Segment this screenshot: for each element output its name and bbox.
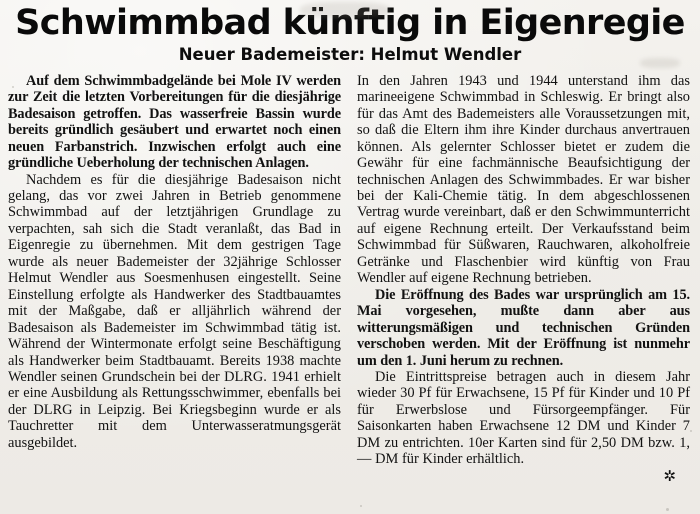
scan-speck <box>360 505 362 507</box>
article-end-mark-icon: ✲ <box>663 466 676 485</box>
paragraph: Nachdem es für die diesjährige Badesaison nicht gelang, das vor zwei Jahren in Betrieb genommene Schwimmbad auf der letztjährigen Grundlage zu verpachten, sah sich die Stadt veranlaßt, das Bad in Eigenregie zu übernehmen. Mit dem gestrigen Tage wurde als neuer Bademeister der 32jährige Schlosser Helmut Wendler aus Soesmenhusen eingestellt. Seine Einstellung erfolgte als Handwerker des Stadtbauamtes mit der Maßgabe, daß er alljährlich während der Badesaison als Bademeister im Schwimmbad tätig ist. Während der Wintermonate erfolgt seine Beschäftigung als Handwerker beim Stadtbauamt. Bereits 1938 machte Wendler seinen Grundschein bei der DLRG. 1941 erhielt er eine Ausbildung als Rettungsschwimmer, ebenfalls bei der DLRG in Leipzig. Bei Kriegsbeginn wurde er als Tauchretter mit dem Unterwasseratmungsgerät ausgebildet. <box>8 171 341 451</box>
paragraph: Auf dem Schwimmbadgelände bei Mole IV werden zur Zeit die letzten Vorbereitungen für die diesjährige Badesaison getroffen. Das wasserfreie Bassin wurde bereits gründlich gesäubert und erwartet noch einen neuen Farbanstrich. Inzwischen erfolgt auch eine gründliche Ueberholung der technischen Anlagen. <box>8 72 341 172</box>
article-column-left <box>8 73 341 451</box>
paragraph: Die Eintrittspreise betragen auch in diesem Jahr wieder 30 Pf für Erwachsene, 15 Pf für Kinder und 10 Pf für Erwerbslose und Fürsorgeempfänger. Für Saisonkarten haben Erwachsene 12 DM und Kinder 7 DM zu entrichten. 10er Karten sind für 2,50 DM bzw. 1,— DM für Kinder erhältlich. <box>357 368 690 468</box>
article-body <box>8 73 692 484</box>
article-subheadline: Neuer Bademeister: Helmut Wendler <box>178 44 522 64</box>
paragraph: Die Eröffnung des Bades war ursprünglich am 15. Mai vorgesehen, mußte dann aber aus witterungsmäßigen und technischen Gründen verschoben werden. Mit der Eröffnung ist nunmehr um den 1. Juni herum zu rechnen. <box>357 286 690 369</box>
page-title: Schwimmbad künftig in Eigenregie <box>15 3 685 43</box>
article-column-right <box>357 73 690 484</box>
paragraph: In den Jahren 1943 und 1944 unterstand ihm das marineeigene Schwimmbad in Schleswig. Er bringt also für das Amt des Bademeisters alle Voraussetzungen mit, so daß die Eltern ihm ihre Kinder durchaus anvertrauen können. Als gelernter Schlosser bietet er zudem die Gewähr für eine fachmännische Beaufsichtigung der technischen Anlagen des Schwimmbades. Er war bisher bei der Kali-Chemie tätig. In dem abgeschlossenen Vertrag wurde vereinbart, daß er den Schwimmunterricht auf eigene Rechnung erteilt. Der Verkaufsstand beim Schwimmbad für Süßwaren, Rauchwaren, alkoholfreie Getränke und Flaschenbier wird künftig von Frau Wendler auf eigene Rechnung betrieben. <box>357 72 690 287</box>
scan-speck <box>666 508 669 511</box>
